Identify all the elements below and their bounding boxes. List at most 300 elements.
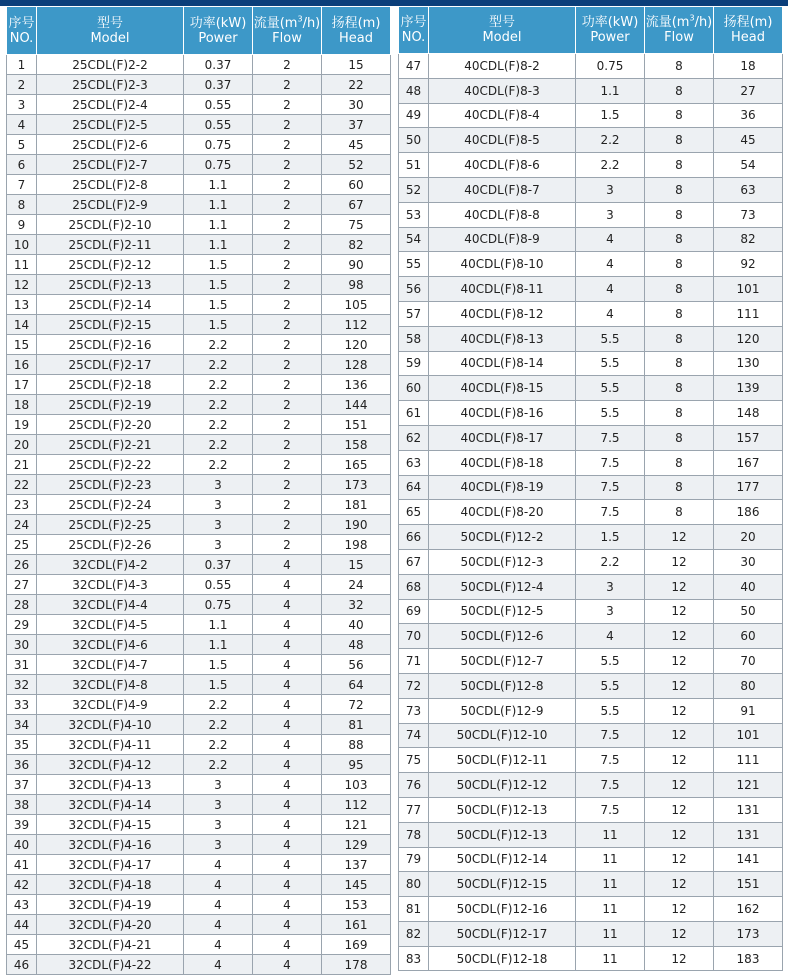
cell-flow: 4 [253,835,322,855]
cell-flow: 2 [253,75,322,95]
cell-model: 40CDL(F)8-14 [429,351,576,376]
cell-flow: 8 [645,202,714,227]
header-flow [645,7,714,54]
header-flow-en: Flow [664,30,694,45]
cell-no: 40 [7,835,37,855]
cell-power: 7.5 [576,797,645,822]
cell-model: 32CDL(F)4-16 [37,835,184,855]
cell-no: 51 [399,153,429,178]
cell-head: 30 [322,95,391,115]
cell-flow: 8 [645,252,714,277]
cell-head: 173 [714,921,783,946]
spec-table-right-body [399,54,783,971]
cell-flow: 8 [645,227,714,252]
table-row [399,549,783,574]
cell-no: 13 [7,295,37,315]
table-row [399,277,783,302]
cell-head: 161 [322,915,391,935]
header-head [322,7,391,55]
cell-power: 2.2 [184,435,253,455]
cell-no: 17 [7,375,37,395]
cell-no: 65 [399,500,429,525]
cell-flow: 8 [645,153,714,178]
cell-flow: 12 [645,673,714,698]
cell-model: 50CDL(F)12-9 [429,698,576,723]
cell-power: 1.1 [184,215,253,235]
table-row [7,75,391,95]
cell-flow: 2 [253,315,322,335]
cell-no: 30 [7,635,37,655]
cell-model: 25CDL(F)2-18 [37,375,184,395]
cell-model: 32CDL(F)4-21 [37,935,184,955]
cell-power: 1.5 [184,275,253,295]
table-row [7,375,391,395]
cell-no: 3 [7,95,37,115]
cell-power: 3 [576,177,645,202]
table-row [7,575,391,595]
cell-model: 25CDL(F)2-6 [37,135,184,155]
cell-model: 50CDL(F)12-18 [429,946,576,971]
cell-power: 2.2 [184,375,253,395]
cell-power: 4 [576,301,645,326]
cell-head: 121 [714,773,783,798]
cell-no: 63 [399,450,429,475]
cell-power: 1.5 [184,675,253,695]
cell-power: 5.5 [576,698,645,723]
header-flow-cn-start: 流量(m [645,15,690,30]
cell-no: 56 [399,277,429,302]
cell-power: 5.5 [576,351,645,376]
cell-flow: 2 [253,455,322,475]
cell-flow: 12 [645,897,714,922]
cell-head: 186 [714,500,783,525]
cell-power: 2.2 [184,355,253,375]
cell-head: 18 [714,54,783,79]
cell-power: 2.2 [576,153,645,178]
table-row [7,335,391,355]
cell-head: 158 [322,435,391,455]
cell-head: 137 [322,855,391,875]
cell-flow: 8 [645,78,714,103]
cell-no: 37 [7,775,37,795]
cell-power: 3 [184,535,253,555]
cell-head: 120 [322,335,391,355]
cell-power: 2.2 [184,395,253,415]
cell-model: 50CDL(F)12-5 [429,599,576,624]
cell-no: 41 [7,855,37,875]
cell-flow: 2 [253,155,322,175]
cell-head: 98 [322,275,391,295]
cell-flow: 12 [645,748,714,773]
cell-no: 52 [399,177,429,202]
cell-power: 7.5 [576,500,645,525]
cell-model: 32CDL(F)4-18 [37,875,184,895]
cell-no: 21 [7,455,37,475]
table-row [7,355,391,375]
cell-power: 2.2 [184,755,253,775]
header-power [184,7,253,55]
cell-no: 68 [399,574,429,599]
cell-flow: 2 [253,515,322,535]
table-row [7,495,391,515]
cell-head: 67 [322,195,391,215]
cell-power: 11 [576,872,645,897]
cell-flow: 8 [645,301,714,326]
table-row [399,847,783,872]
header-no [399,7,429,54]
table-row [7,675,391,695]
cell-flow: 2 [253,535,322,555]
cell-head: 178 [322,955,391,975]
cell-no: 2 [7,75,37,95]
cell-model: 40CDL(F)8-17 [429,425,576,450]
cell-model: 40CDL(F)8-16 [429,401,576,426]
cell-head: 63 [714,177,783,202]
cell-no: 59 [399,351,429,376]
header-no-en: NO. [9,30,34,46]
cell-head: 144 [322,395,391,415]
cell-head: 101 [714,277,783,302]
cell-head: 162 [714,897,783,922]
cell-no: 61 [399,401,429,426]
table-row [7,395,391,415]
cell-no: 36 [7,755,37,775]
cell-flow: 4 [253,755,322,775]
cell-flow: 8 [645,54,714,79]
cell-no: 34 [7,715,37,735]
table-row [7,695,391,715]
table-row [399,401,783,426]
cell-no: 15 [7,335,37,355]
cell-flow: 4 [253,915,322,935]
table-row [7,635,391,655]
table-row [7,115,391,135]
cell-head: 82 [714,227,783,252]
cell-power: 4 [184,915,253,935]
table-row [399,773,783,798]
cell-model: 50CDL(F)12-15 [429,872,576,897]
cell-flow: 12 [645,773,714,798]
cell-power: 0.75 [184,595,253,615]
header-power-cn: 功率(kW) [581,15,639,30]
cell-flow: 8 [645,103,714,128]
cell-head: 24 [322,575,391,595]
cell-flow: 8 [645,277,714,302]
table-row [7,55,391,75]
header-head-cn: 扬程(m) [723,15,773,30]
header-no-cn: 序号 [8,15,35,31]
table-row [7,855,391,875]
cell-no: 72 [399,673,429,698]
table-row [7,775,391,795]
cell-model: 32CDL(F)4-11 [37,735,184,755]
cell-model: 25CDL(F)2-22 [37,455,184,475]
cell-no: 11 [7,255,37,275]
cell-power: 1.1 [184,635,253,655]
cell-flow: 2 [253,235,322,255]
cell-model: 50CDL(F)12-6 [429,624,576,649]
cell-no: 42 [7,875,37,895]
cell-flow: 2 [253,475,322,495]
header-model-en: Model [90,30,130,46]
cell-no: 32 [7,675,37,695]
cell-head: 40 [322,615,391,635]
cell-model: 25CDL(F)2-12 [37,255,184,275]
cell-flow: 8 [645,475,714,500]
table-row [7,895,391,915]
cell-no: 53 [399,202,429,227]
cell-model: 25CDL(F)2-8 [37,175,184,195]
cell-model: 32CDL(F)4-15 [37,815,184,835]
cell-no: 25 [7,535,37,555]
cell-no: 55 [399,252,429,277]
table-row [7,195,391,215]
cell-head: 90 [322,255,391,275]
cell-head: 48 [322,635,391,655]
cell-head: 112 [322,795,391,815]
header-model [429,7,576,54]
cell-model: 25CDL(F)2-5 [37,115,184,135]
table-row [7,535,391,555]
header-flow-cn [253,16,321,31]
cell-power: 3 [184,515,253,535]
cell-flow: 8 [645,376,714,401]
table-row [399,54,783,79]
cell-flow: 12 [645,822,714,847]
cell-flow: 4 [253,895,322,915]
table-row [7,875,391,895]
cell-no: 78 [399,822,429,847]
table-row [7,235,391,255]
cell-model: 40CDL(F)8-19 [429,475,576,500]
cell-model: 25CDL(F)2-20 [37,415,184,435]
cell-power: 2.2 [184,335,253,355]
table-row [399,202,783,227]
cell-flow: 2 [253,335,322,355]
cell-no: 38 [7,795,37,815]
cell-model: 32CDL(F)4-5 [37,615,184,635]
cell-head: 151 [322,415,391,435]
header-no [7,7,37,55]
cell-head: 92 [714,252,783,277]
table-row [399,822,783,847]
header-flow-cn [645,15,713,30]
header-flow [253,7,322,55]
header-model-cn: 型号 [488,15,515,30]
cell-head: 145 [322,875,391,895]
cell-head: 52 [322,155,391,175]
cell-head: 50 [714,599,783,624]
cell-power: 4 [184,935,253,955]
table-row [399,698,783,723]
cell-power: 5.5 [576,673,645,698]
cell-power: 0.55 [184,95,253,115]
table-row [399,624,783,649]
cell-no: 47 [399,54,429,79]
table-row [399,128,783,153]
cell-flow: 2 [253,135,322,155]
table-row [7,295,391,315]
cell-power: 7.5 [576,425,645,450]
cell-flow: 4 [253,935,322,955]
cell-power: 3 [576,202,645,227]
cell-flow: 8 [645,351,714,376]
cell-no: 57 [399,301,429,326]
cell-model: 32CDL(F)4-17 [37,855,184,875]
cell-model: 25CDL(F)2-7 [37,155,184,175]
header-power-en: Power [590,30,630,45]
table-row [399,351,783,376]
cell-flow: 12 [645,847,714,872]
cell-head: 60 [322,175,391,195]
cell-model: 25CDL(F)2-14 [37,295,184,315]
table-row [399,673,783,698]
cell-head: 121 [322,815,391,835]
table-row [7,95,391,115]
table-row [399,723,783,748]
cell-no: 71 [399,649,429,674]
cell-head: 22 [322,75,391,95]
cell-no: 58 [399,326,429,351]
cell-flow: 2 [253,255,322,275]
cell-power: 3 [184,775,253,795]
cell-power: 7.5 [576,723,645,748]
cell-power: 7.5 [576,450,645,475]
cell-no: 31 [7,655,37,675]
header-flow-sup: 3 [689,13,695,23]
table-row [7,475,391,495]
table-row [7,155,391,175]
table-row [399,425,783,450]
cell-head: 173 [322,475,391,495]
cell-model: 25CDL(F)2-10 [37,215,184,235]
cell-flow: 12 [645,723,714,748]
cell-no: 33 [7,695,37,715]
header-head [714,7,783,54]
header-power [576,7,645,54]
cell-power: 11 [576,847,645,872]
cell-model: 50CDL(F)12-2 [429,525,576,550]
cell-model: 25CDL(F)2-4 [37,95,184,115]
cell-flow: 4 [253,635,322,655]
cell-head: 45 [714,128,783,153]
cell-head: 130 [714,351,783,376]
cell-model: 25CDL(F)2-26 [37,535,184,555]
cell-no: 77 [399,797,429,822]
cell-no: 50 [399,128,429,153]
cell-flow: 8 [645,425,714,450]
cell-model: 40CDL(F)8-18 [429,450,576,475]
cell-flow: 8 [645,450,714,475]
table-row [399,475,783,500]
cell-power: 11 [576,822,645,847]
cell-model: 25CDL(F)2-23 [37,475,184,495]
cell-head: 27 [714,78,783,103]
cell-head: 103 [322,775,391,795]
cell-model: 40CDL(F)8-4 [429,103,576,128]
cell-flow: 2 [253,275,322,295]
cell-no: 28 [7,595,37,615]
cell-flow: 2 [253,375,322,395]
cell-no: 81 [399,897,429,922]
cell-no: 26 [7,555,37,575]
cell-power: 2.2 [184,715,253,735]
cell-power: 4 [184,875,253,895]
header-model-en: Model [482,30,522,45]
table-row [7,915,391,935]
cell-model: 40CDL(F)8-7 [429,177,576,202]
header-flow-cn-start: 流量(m [253,15,298,31]
header-head-cn: 扬程(m) [331,15,381,31]
cell-head: 30 [714,549,783,574]
cell-no: 67 [399,549,429,574]
cell-no: 7 [7,175,37,195]
table-row [399,301,783,326]
cell-model: 25CDL(F)2-3 [37,75,184,95]
table-row [7,255,391,275]
cell-head: 80 [714,673,783,698]
cell-power: 11 [576,921,645,946]
cell-model: 32CDL(F)4-19 [37,895,184,915]
cell-head: 88 [322,735,391,755]
table-row [7,515,391,535]
cell-power: 1.1 [184,195,253,215]
cell-no: 1 [7,55,37,75]
cell-head: 37 [322,115,391,135]
cell-head: 136 [322,375,391,395]
cell-no: 10 [7,235,37,255]
cell-power: 3 [576,574,645,599]
cell-head: 32 [322,595,391,615]
cell-no: 44 [7,915,37,935]
cell-head: 198 [322,535,391,555]
table-row [399,450,783,475]
cell-power: 4 [576,227,645,252]
cell-head: 169 [322,935,391,955]
table-row [399,946,783,971]
cell-power: 1.5 [184,315,253,335]
header-flow-en: Flow [272,30,302,46]
table-row [399,376,783,401]
table-row [7,415,391,435]
cell-power: 2.2 [576,549,645,574]
cell-no: 24 [7,515,37,535]
table-row [7,715,391,735]
cell-head: 181 [322,495,391,515]
cell-model: 32CDL(F)4-12 [37,755,184,775]
table-row [399,599,783,624]
cell-power: 1.5 [184,295,253,315]
cell-model: 32CDL(F)4-4 [37,595,184,615]
cell-model: 32CDL(F)4-8 [37,675,184,695]
cell-flow: 4 [253,815,322,835]
table-row [7,615,391,635]
cell-no: 79 [399,847,429,872]
cell-model: 50CDL(F)12-7 [429,649,576,674]
cell-flow: 12 [645,599,714,624]
cell-flow: 12 [645,649,714,674]
cell-no: 29 [7,615,37,635]
cell-head: 128 [322,355,391,375]
cell-flow: 4 [253,595,322,615]
cell-model: 50CDL(F)12-17 [429,921,576,946]
cell-head: 129 [322,835,391,855]
cell-model: 50CDL(F)12-12 [429,773,576,798]
cell-head: 120 [714,326,783,351]
cell-power: 1.1 [184,175,253,195]
cell-power: 0.55 [184,115,253,135]
cell-no: 12 [7,275,37,295]
